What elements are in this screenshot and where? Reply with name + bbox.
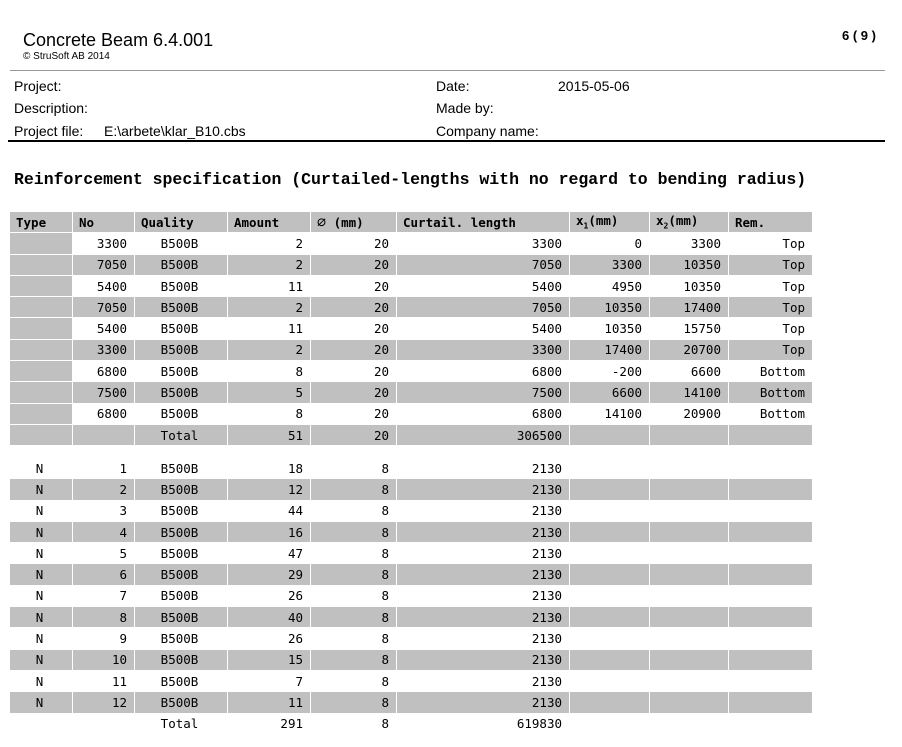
- amount-cell: 2: [228, 255, 311, 276]
- remark-cell: Top: [729, 318, 813, 339]
- remark-cell: Bottom: [729, 382, 813, 403]
- amount-cell: 44: [228, 501, 311, 522]
- section-title: Reinforcement specification (Curtailed-lengths with no regard to bending radius): [14, 170, 807, 189]
- remark-cell: [729, 607, 813, 628]
- type-cell: [10, 297, 73, 318]
- x1-cell: [570, 628, 650, 649]
- length-cell: 2130: [397, 628, 570, 649]
- x1-cell: [570, 543, 650, 564]
- table-row: [10, 692, 813, 713]
- length-cell: 2130: [397, 522, 570, 543]
- total-row: [10, 714, 813, 735]
- type-cell: N: [10, 628, 73, 649]
- amount-cell: 18: [228, 458, 311, 479]
- type-cell: [10, 340, 73, 361]
- length-cell: 2130: [397, 543, 570, 564]
- project-file-label: Project file:: [14, 123, 84, 139]
- type-cell: N: [10, 479, 73, 500]
- total-diameter: 20: [311, 425, 397, 446]
- x1-cell: [570, 650, 650, 671]
- total-row: [10, 425, 813, 446]
- x1-cell: 6600: [570, 382, 650, 403]
- total-label: Total: [135, 714, 228, 735]
- length-cell: 5400: [397, 276, 570, 297]
- diameter-cell: 20: [311, 297, 397, 318]
- remark-cell: Top: [729, 233, 813, 254]
- amount-cell: 40: [228, 607, 311, 628]
- length-cell: 7050: [397, 297, 570, 318]
- amount-cell: 11: [228, 276, 311, 297]
- total-label: Total: [135, 425, 228, 446]
- no-cell: 8: [73, 607, 135, 628]
- col-remark: Rem.: [729, 212, 813, 233]
- amount-cell: 47: [228, 543, 311, 564]
- col-amount: Amount: [228, 212, 311, 233]
- amount-cell: 15: [228, 650, 311, 671]
- x2-cell: [650, 714, 729, 735]
- col-no: No: [73, 212, 135, 233]
- no-cell: 4: [73, 522, 135, 543]
- quality-cell: B500B: [135, 458, 228, 479]
- col-type: Type: [10, 212, 73, 233]
- type-cell: [10, 382, 73, 403]
- app-title: Concrete Beam 6.4.001: [23, 30, 214, 50]
- amount-cell: 2: [228, 340, 311, 361]
- copyright: © StruSoft AB 2014: [23, 51, 110, 62]
- x2-cell: 14100: [650, 382, 729, 403]
- remark-cell: [729, 458, 813, 479]
- length-cell: 2130: [397, 650, 570, 671]
- quality-cell: B500B: [135, 297, 228, 318]
- quality-cell: B500B: [135, 628, 228, 649]
- table-row: [10, 255, 813, 276]
- type-cell: [10, 404, 73, 425]
- diameter-cell: 20: [311, 340, 397, 361]
- remark-cell: [729, 501, 813, 522]
- no-cell: 6800: [73, 361, 135, 382]
- no-cell: 3: [73, 501, 135, 522]
- x2-cell: 20900: [650, 404, 729, 425]
- project-label: Project:: [14, 78, 62, 94]
- length-cell: 2130: [397, 671, 570, 692]
- diameter-cell: 8: [311, 479, 397, 500]
- length-cell: 2130: [397, 458, 570, 479]
- total-length: 306500: [397, 425, 570, 446]
- remark-cell: [729, 522, 813, 543]
- type-cell: N: [10, 543, 73, 564]
- no-cell: 3300: [73, 340, 135, 361]
- type-cell: N: [10, 564, 73, 585]
- description-label: Description:: [14, 100, 88, 116]
- length-cell: 7500: [397, 382, 570, 403]
- remark-cell: [729, 564, 813, 585]
- amount-cell: 26: [228, 586, 311, 607]
- diameter-cell: 20: [311, 255, 397, 276]
- table-row: [10, 404, 813, 425]
- table-row: [10, 607, 813, 628]
- diameter-cell: 20: [311, 233, 397, 254]
- x2-cell: [650, 692, 729, 713]
- date-label: Date:: [436, 78, 470, 94]
- quality-cell: B500B: [135, 607, 228, 628]
- length-cell: 2130: [397, 692, 570, 713]
- no-cell: [73, 714, 135, 735]
- remark-cell: [729, 714, 813, 735]
- table-row: [10, 522, 813, 543]
- type-cell: N: [10, 671, 73, 692]
- col-x2: [650, 212, 729, 233]
- remark-cell: Top: [729, 255, 813, 276]
- diameter-cell: 8: [311, 586, 397, 607]
- quality-cell: B500B: [135, 255, 228, 276]
- x1-cell: 10350: [570, 297, 650, 318]
- x2-cell: [650, 522, 729, 543]
- table-row: [10, 586, 813, 607]
- remark-cell: [729, 425, 813, 446]
- remark-cell: [729, 543, 813, 564]
- quality-cell: B500B: [135, 479, 228, 500]
- no-cell: 9: [73, 628, 135, 649]
- date-value: 2015-05-06: [558, 78, 630, 94]
- no-cell: 6: [73, 564, 135, 585]
- no-cell: 7500: [73, 382, 135, 403]
- amount-cell: 16: [228, 522, 311, 543]
- table-row: [10, 671, 813, 692]
- x1-cell: [570, 671, 650, 692]
- no-cell: 7: [73, 586, 135, 607]
- table-row: [10, 361, 813, 382]
- no-cell: 7050: [73, 255, 135, 276]
- x2-cell: [650, 543, 729, 564]
- quality-cell: B500B: [135, 650, 228, 671]
- stirrup-table: [10, 458, 813, 735]
- x2-cell: [650, 501, 729, 522]
- x1-cell: [570, 425, 650, 446]
- diameter-cell: 8: [311, 543, 397, 564]
- type-cell: N: [10, 586, 73, 607]
- no-cell: 10: [73, 650, 135, 671]
- x1-cell: 0: [570, 233, 650, 254]
- x2-cell: 20700: [650, 340, 729, 361]
- quality-cell: B500B: [135, 318, 228, 339]
- diameter-cell: 20: [311, 318, 397, 339]
- reinforcement-table: [10, 212, 813, 446]
- quality-cell: B500B: [135, 586, 228, 607]
- quality-cell: B500B: [135, 361, 228, 382]
- table-row: [10, 564, 813, 585]
- length-cell: 6800: [397, 361, 570, 382]
- type-cell: [10, 361, 73, 382]
- table-row: [10, 233, 813, 254]
- no-cell: 1: [73, 458, 135, 479]
- x2-cell: [650, 425, 729, 446]
- type-cell: [10, 318, 73, 339]
- remark-cell: [729, 586, 813, 607]
- diameter-cell: 20: [311, 382, 397, 403]
- remark-cell: [729, 671, 813, 692]
- table-row: [10, 276, 813, 297]
- quality-cell: B500B: [135, 692, 228, 713]
- quality-cell: B500B: [135, 404, 228, 425]
- x2-cell: [650, 479, 729, 500]
- type-cell: N: [10, 458, 73, 479]
- x2-cell: [650, 564, 729, 585]
- x1-cell: [570, 692, 650, 713]
- table-header-row: [10, 212, 813, 233]
- x1-cell: 4950: [570, 276, 650, 297]
- quality-cell: B500B: [135, 276, 228, 297]
- no-cell: 7050: [73, 297, 135, 318]
- remark-cell: [729, 650, 813, 671]
- quality-cell: B500B: [135, 543, 228, 564]
- x2-cell: [650, 458, 729, 479]
- table-row: [10, 650, 813, 671]
- no-cell: 5400: [73, 318, 135, 339]
- diameter-cell: 20: [311, 404, 397, 425]
- table-row: [10, 501, 813, 522]
- length-cell: 2130: [397, 607, 570, 628]
- table-row: [10, 340, 813, 361]
- made-by-label: Made by:: [436, 100, 494, 116]
- no-cell: 5: [73, 543, 135, 564]
- type-cell: [10, 255, 73, 276]
- col-curtail-length: Curtail. length: [397, 212, 570, 233]
- length-cell: 3300: [397, 233, 570, 254]
- type-cell: N: [10, 607, 73, 628]
- diameter-cell: 8: [311, 458, 397, 479]
- amount-cell: 8: [228, 404, 311, 425]
- total-amount: 291: [228, 714, 311, 735]
- no-cell: 5400: [73, 276, 135, 297]
- col-x1-label: x: [576, 213, 584, 229]
- type-cell: [10, 233, 73, 254]
- remark-cell: Top: [729, 297, 813, 318]
- diameter-cell: 8: [311, 692, 397, 713]
- x2-cell: 17400: [650, 297, 729, 318]
- col-x1-sub: 1: [583, 221, 589, 231]
- remark-cell: Bottom: [729, 361, 813, 382]
- diameter-cell: 8: [311, 628, 397, 649]
- diameter-cell: 8: [311, 671, 397, 692]
- length-cell: 2130: [397, 564, 570, 585]
- amount-cell: 2: [228, 297, 311, 318]
- x1-cell: [570, 607, 650, 628]
- amount-cell: 26: [228, 628, 311, 649]
- length-cell: 7050: [397, 255, 570, 276]
- type-cell: N: [10, 650, 73, 671]
- diameter-cell: 8: [311, 564, 397, 585]
- x1-cell: [570, 458, 650, 479]
- x2-cell: [650, 628, 729, 649]
- remark-cell: Bottom: [729, 404, 813, 425]
- diameter-cell: 20: [311, 361, 397, 382]
- length-cell: 2130: [397, 586, 570, 607]
- length-cell: 3300: [397, 340, 570, 361]
- type-cell: N: [10, 692, 73, 713]
- x2-cell: [650, 607, 729, 628]
- total-diameter: 8: [311, 714, 397, 735]
- diameter-cell: 20: [311, 276, 397, 297]
- length-cell: 2130: [397, 479, 570, 500]
- col-x2-sub: 2: [663, 221, 669, 231]
- type-cell: [10, 714, 73, 735]
- col-quality: Quality: [135, 212, 228, 233]
- remark-cell: [729, 692, 813, 713]
- remark-cell: Top: [729, 276, 813, 297]
- amount-cell: 12: [228, 479, 311, 500]
- amount-cell: 29: [228, 564, 311, 585]
- amount-cell: 2: [228, 233, 311, 254]
- table-row: [10, 543, 813, 564]
- total-amount: 51: [228, 425, 311, 446]
- col-x1-unit: (mm): [588, 213, 619, 229]
- quality-cell: B500B: [135, 501, 228, 522]
- x2-cell: 10350: [650, 255, 729, 276]
- x2-cell: 10350: [650, 276, 729, 297]
- x2-cell: 3300: [650, 233, 729, 254]
- x2-cell: 6600: [650, 361, 729, 382]
- remark-cell: [729, 479, 813, 500]
- col-x2-unit: (mm): [668, 213, 699, 229]
- x1-cell: [570, 479, 650, 500]
- amount-cell: 5: [228, 382, 311, 403]
- no-cell: [73, 425, 135, 446]
- quality-cell: B500B: [135, 522, 228, 543]
- x1-cell: [570, 522, 650, 543]
- header-divider-bottom: [8, 140, 885, 142]
- amount-cell: 11: [228, 692, 311, 713]
- x1-cell: 10350: [570, 318, 650, 339]
- table-row: [10, 458, 813, 479]
- x2-cell: [650, 650, 729, 671]
- col-diameter: [311, 212, 397, 233]
- length-cell: 2130: [397, 501, 570, 522]
- quality-cell: B500B: [135, 340, 228, 361]
- amount-cell: 8: [228, 361, 311, 382]
- remark-cell: Top: [729, 340, 813, 361]
- table-row: [10, 297, 813, 318]
- no-cell: 3300: [73, 233, 135, 254]
- diameter-cell: 8: [311, 650, 397, 671]
- col-x1: [570, 212, 650, 233]
- amount-cell: 7: [228, 671, 311, 692]
- header-divider-top: [10, 70, 885, 71]
- x2-cell: 15750: [650, 318, 729, 339]
- type-cell: [10, 425, 73, 446]
- no-cell: 11: [73, 671, 135, 692]
- x2-cell: [650, 586, 729, 607]
- x1-cell: [570, 714, 650, 735]
- total-length: 619830: [397, 714, 570, 735]
- quality-cell: B500B: [135, 233, 228, 254]
- x1-cell: 3300: [570, 255, 650, 276]
- diameter-icon: ⌀: [317, 213, 327, 232]
- quality-cell: B500B: [135, 671, 228, 692]
- table-row: [10, 318, 813, 339]
- x1-cell: [570, 501, 650, 522]
- no-cell: 6800: [73, 404, 135, 425]
- length-cell: 5400: [397, 318, 570, 339]
- remark-cell: [729, 628, 813, 649]
- amount-cell: 11: [228, 318, 311, 339]
- page-number: 6 ( 9 ): [842, 28, 876, 43]
- table-row: [10, 479, 813, 500]
- type-cell: N: [10, 501, 73, 522]
- type-cell: N: [10, 522, 73, 543]
- x1-cell: 17400: [570, 340, 650, 361]
- no-cell: 2: [73, 479, 135, 500]
- x2-cell: [650, 671, 729, 692]
- x1-cell: [570, 586, 650, 607]
- diameter-cell: 8: [311, 522, 397, 543]
- company-name-label: Company name:: [436, 123, 539, 139]
- quality-cell: B500B: [135, 564, 228, 585]
- col-diameter-unit: (mm): [333, 215, 364, 231]
- diameter-cell: 8: [311, 607, 397, 628]
- quality-cell: B500B: [135, 382, 228, 403]
- no-cell: 12: [73, 692, 135, 713]
- x1-cell: -200: [570, 361, 650, 382]
- table-row: [10, 382, 813, 403]
- x1-cell: 14100: [570, 404, 650, 425]
- table-row: [10, 628, 813, 649]
- x1-cell: [570, 564, 650, 585]
- project-file-value: E:\arbete\klar_B10.cbs: [104, 123, 246, 139]
- diameter-cell: 8: [311, 501, 397, 522]
- col-x2-label: x: [656, 213, 664, 229]
- length-cell: 6800: [397, 404, 570, 425]
- type-cell: [10, 276, 73, 297]
